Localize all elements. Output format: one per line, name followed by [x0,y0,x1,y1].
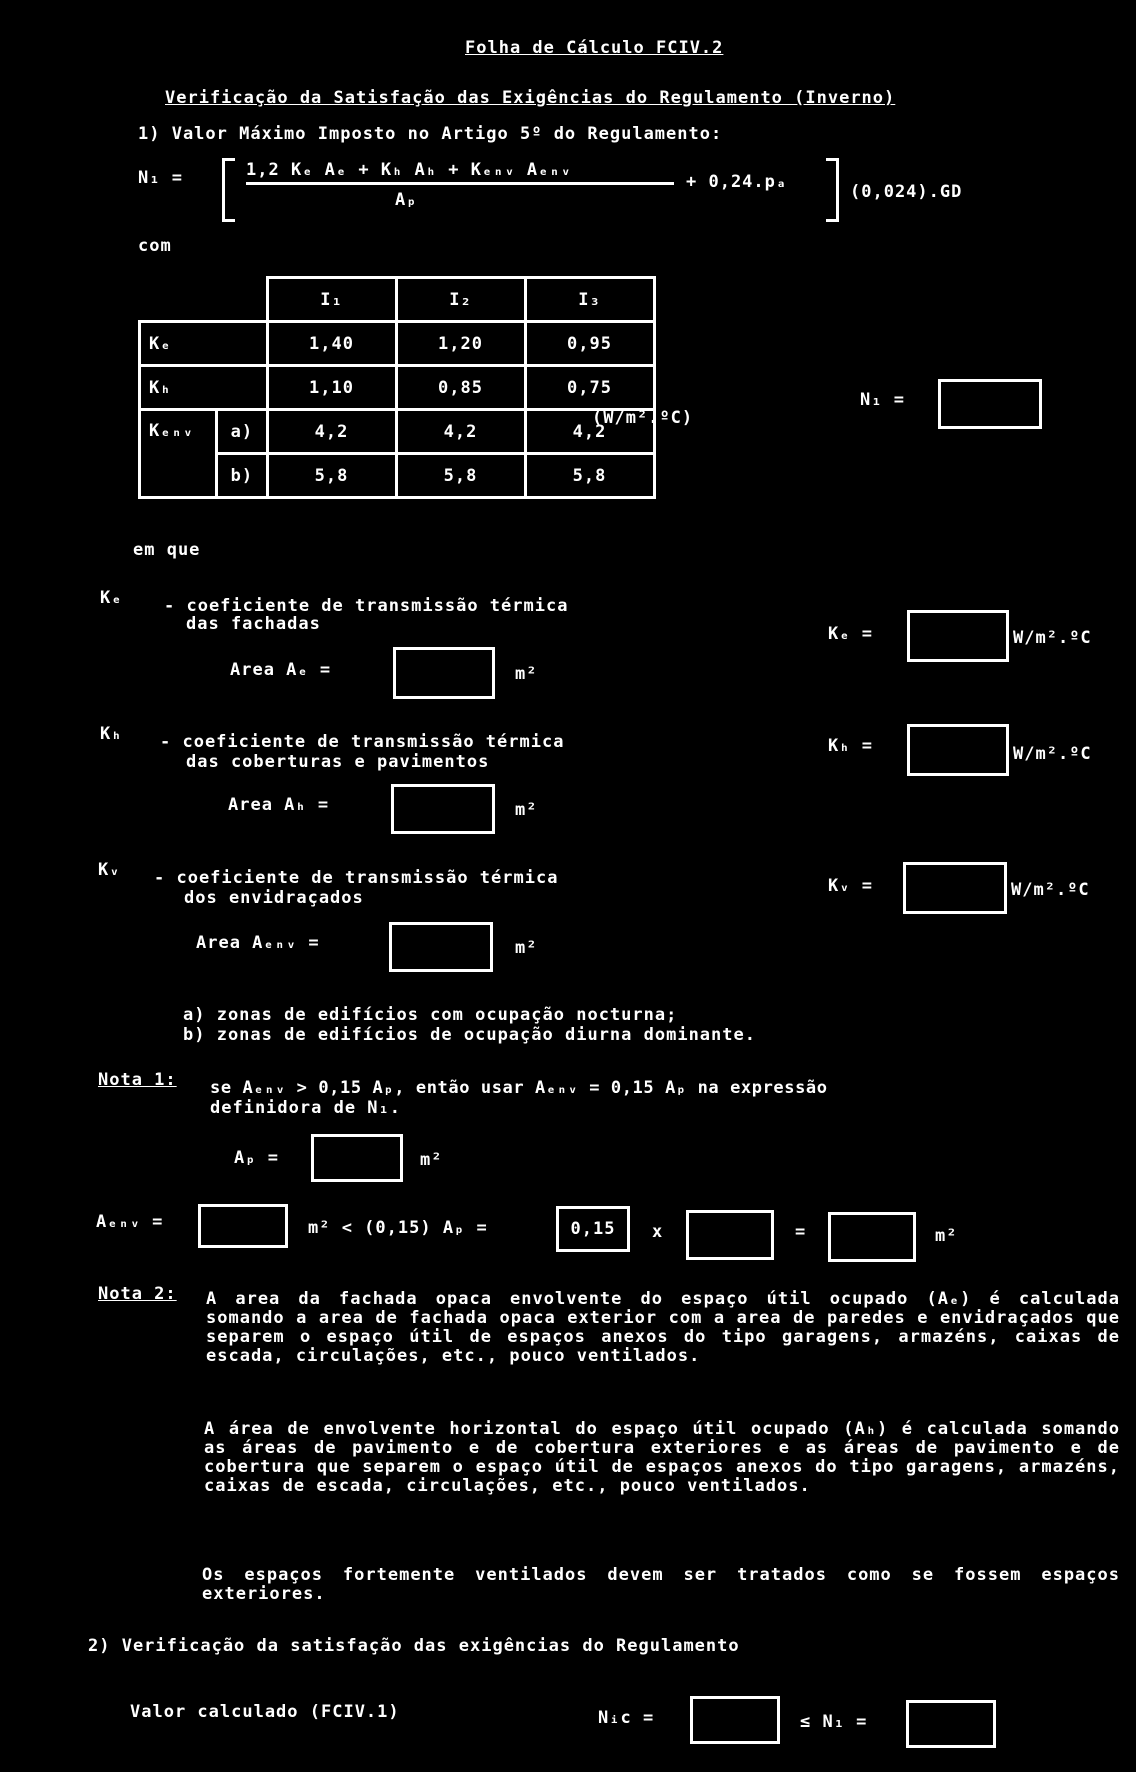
kh-symbol: Kₕ [100,724,123,744]
aenv-result-unit: m² [935,1226,958,1246]
ap-multiplier-input[interactable] [686,1210,774,1260]
kh-area-label: Area Aₕ = [228,795,330,815]
nota2-label: Nota 2: [98,1284,177,1304]
formula-lhs: N₁ = [138,168,183,188]
table-cell: 4,2 [396,410,525,454]
nota1-line2: definidora de N₁. [210,1098,401,1118]
kf-k-label: Kₑ = [828,624,873,644]
kh-desc-line1: - coeficiente de transmissão térmica [160,732,565,752]
table-cell: 0,95 [525,322,654,366]
kv-k-unit: W/m².ºC [1011,880,1090,900]
row-sublabel: b) [217,454,267,498]
kv-symbol: Kᵥ [98,860,121,880]
row-label: Kₑₙᵥ [140,410,217,498]
table-header-row [140,278,655,322]
aenv-max-result-input[interactable] [828,1212,916,1262]
kh-area-input[interactable] [391,784,495,834]
section2-heading: 2) Verificação da satisfação das exigências do Regulamento [88,1636,740,1656]
page-subtitle: Verificação da Satisfação das Exigências do Regulamento (Inverno) [165,88,896,108]
kh-value-input[interactable] [907,724,1009,776]
table-row [140,454,655,498]
nota1-label: Nota 1: [98,1070,177,1090]
table-cell: 4,2 [525,410,654,454]
nota2-paragraph-2: A área de envolvente horizontal do espaço útil ocupado (Aₕ) é calculada somando as áreas de pavimento e de cobertura exteriores e as áreas de pavimento e de cobertura que separem o espaço útil de espaços anexos do tipo garagens, armazéns, caixas de escada, circulações, etc., pouco ventilados. [204,1419,1120,1496]
kv-area-input[interactable] [389,922,493,972]
coefficients-table [138,276,656,499]
formula-fraction-line [246,182,674,185]
factor-box [556,1206,630,1252]
table-row [140,366,655,410]
kh-k-unit: W/m².ºC [1013,744,1092,764]
formula-plus-term: + 0,24.pₐ [686,172,788,192]
table-header: I₁ [267,278,396,322]
page-title: Folha de Cálculo FCIV.2 [465,38,724,58]
em-que-label: em que [133,540,201,560]
nic-label: Nᵢc = [598,1708,655,1728]
table-cell: 0,85 [396,366,525,410]
formula-denominator: Aₚ [395,190,418,210]
com-label: com [138,236,172,256]
nic-input[interactable] [690,1696,780,1744]
ap-label: Aₚ = [234,1148,279,1168]
row-label: Kₑ [140,322,268,366]
table-cell: 1,10 [267,366,396,410]
table-row [140,410,655,454]
kf-symbol: Kₑ [100,588,123,608]
kv-desc-line2: dos envidraçados [184,888,364,908]
kv-k-label: Kᵥ = [828,876,873,896]
table-cell: 5,8 [396,454,525,498]
aenv-less-than-text: m² < (0,15) Aₚ = [308,1218,488,1238]
kf-area-unit: m² [515,664,538,684]
kf-k-unit: W/m².ºC [1013,628,1092,648]
kf-area-input[interactable] [393,647,495,699]
nota2-paragraph-1: A area da fachada opaca envolvente do espaço útil ocupado (Aₑ) é calculada somando a area de fachada opaca exterior com a area de paredes e envidraçados que separem o espaço útil de espaços anexos do tipo garagens, armazéns, caixas de escada, circulações, etc., pouco ventilados. [206,1289,1120,1366]
kv-desc-line1: - coeficiente de transmissão térmica [154,868,559,888]
kf-value-input[interactable] [907,610,1009,662]
table-header: I₃ [525,278,654,322]
row-label: Kₕ [140,366,268,410]
table-cell: 4,2 [267,410,396,454]
n1-input[interactable] [938,379,1042,429]
nota2-paragraph-3: Os espaços fortemente ventilados devem ser tratados como se fossem espaços exteriores. [202,1565,1120,1604]
formula-left-bracket [222,158,235,222]
le-n1-label: ≤ N₁ = [800,1712,868,1732]
kf-desc-line2: das fachadas [186,614,321,634]
kh-area-unit: m² [515,800,538,820]
equals-sign: = [795,1222,807,1242]
aenv-label: Aₑₙᵥ = [96,1212,164,1232]
formula-numerator: 1,2 Kₑ Aₑ + Kₕ Aₕ + Kₑₙᵥ Aₑₙᵥ [246,160,572,180]
footnote-b: b) zonas de edifícios de ocupação diurna dominante. [183,1025,756,1045]
kv-area-label: Area Aₑₙᵥ = [196,933,320,953]
calculated-value-label: Valor calculado (FCIV.1) [130,1702,400,1722]
table-cell: 5,8 [267,454,396,498]
kf-area-label: Area Aₑ = [230,660,332,680]
kv-value-input[interactable] [903,862,1007,914]
ap-unit: m² [420,1150,443,1170]
times-sign: x [652,1222,664,1242]
formula-factor: (0,024).GD [850,182,963,202]
table-row [140,322,655,366]
table-cell: 0,75 [525,366,654,410]
nota1-line1: se Aₑₙᵥ > 0,15 Aₚ, então usar Aₑₙᵥ = 0,15 Aₚ na expressão [210,1078,828,1098]
ap-input[interactable] [311,1134,403,1182]
kh-desc-line2: das coberturas e pavimentos [186,752,490,772]
factor-value: 0,15 [570,1219,616,1239]
kv-area-unit: m² [515,938,538,958]
n1-compare-input[interactable] [906,1700,996,1748]
row-sublabel: a) [217,410,267,454]
table-cell: 1,20 [396,322,525,366]
section1-heading: 1) Valor Máximo Imposto no Artigo 5º do Regulamento: [138,124,723,144]
n1-label: N₁ = [860,390,905,410]
table-unit: (W/m².ºC) [592,408,694,428]
table-cell: 1,40 [267,322,396,366]
formula-right-bracket [826,158,839,222]
kh-k-label: Kₕ = [828,736,873,756]
table-cell: 5,8 [525,454,654,498]
kf-desc-line1: - coeficiente de transmissão térmica [164,596,569,616]
aenv-input[interactable] [198,1204,288,1248]
footnote-a: a) zonas de edifícios com ocupação nocturna; [183,1005,678,1025]
table-header: I₂ [396,278,525,322]
